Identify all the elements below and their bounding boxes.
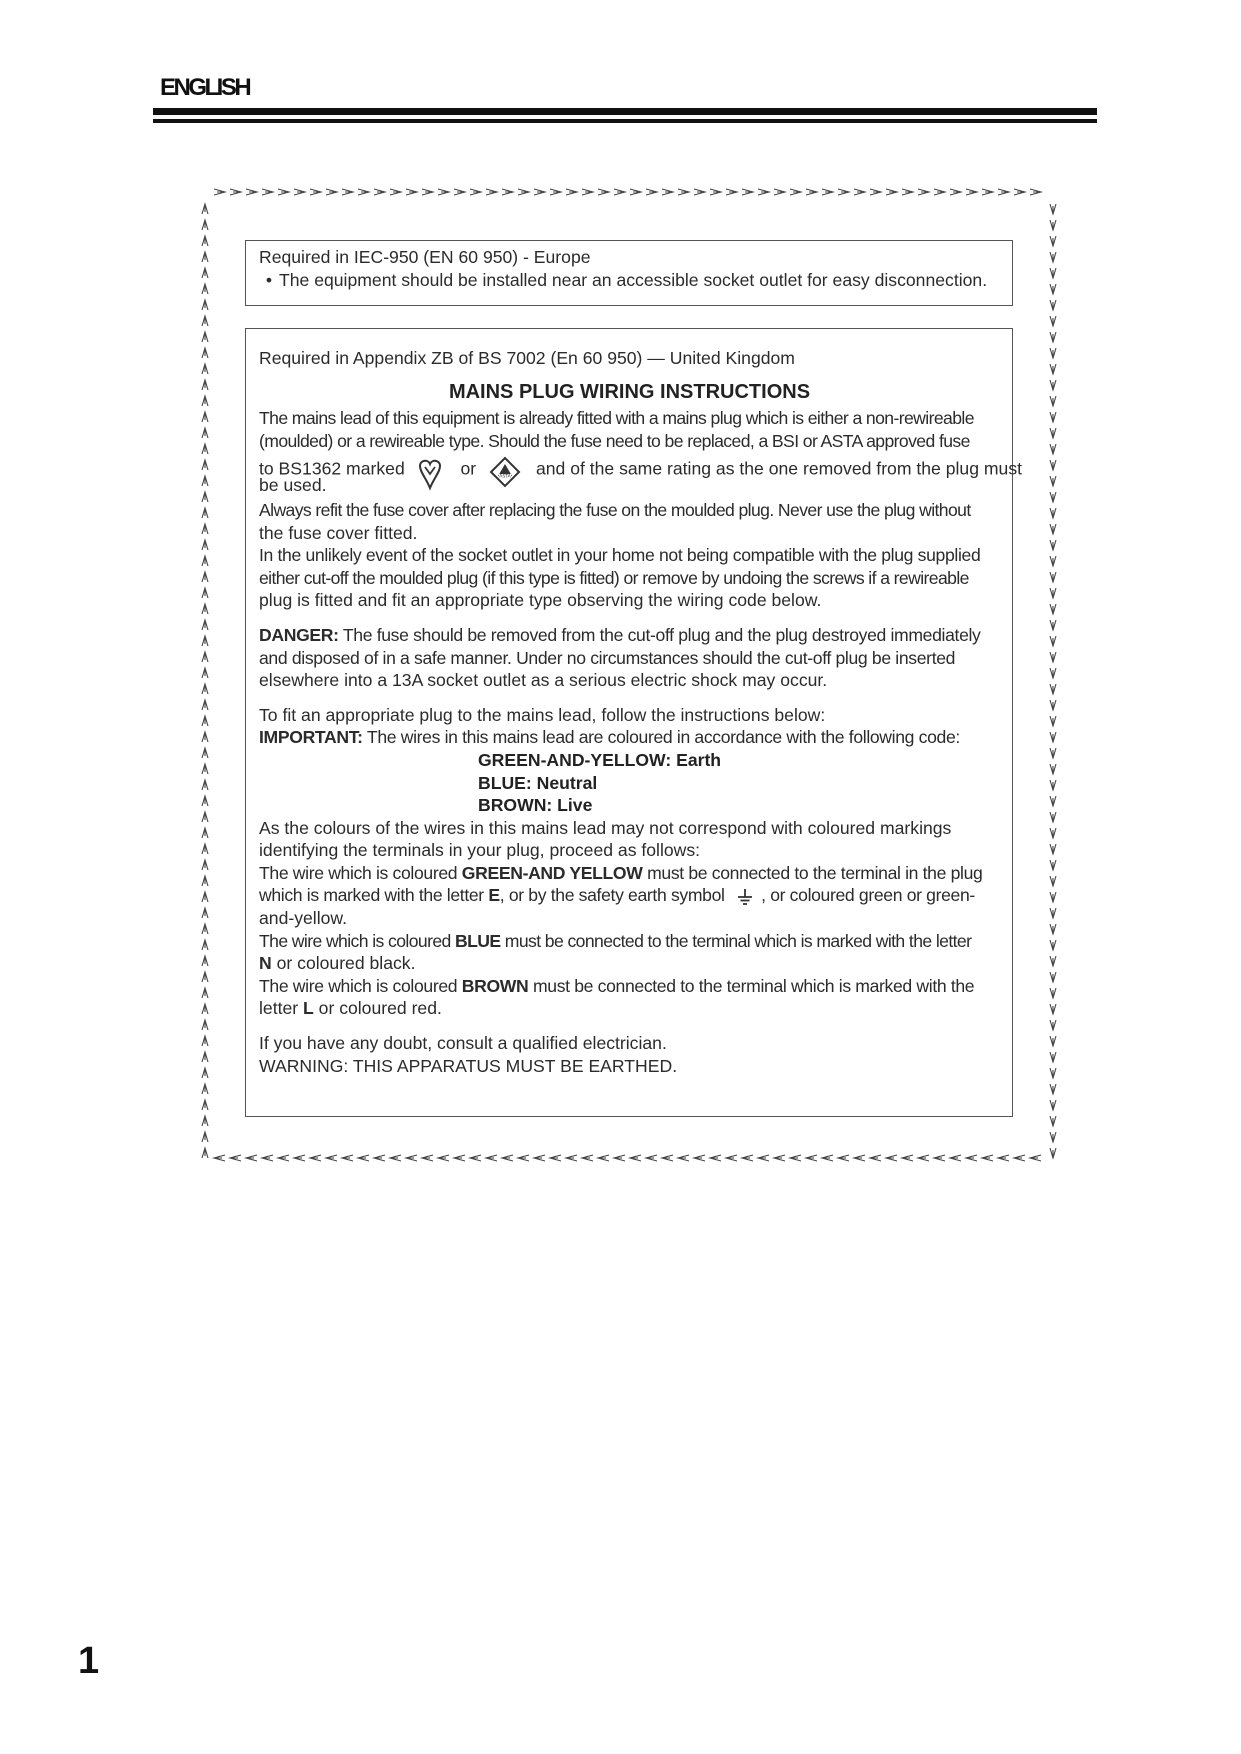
text-fragment: must be connected to the terminal which is marked with the bbox=[532, 975, 975, 996]
border-arrow-glyph bbox=[1050, 476, 1056, 486]
border-arrow-glyph bbox=[202, 556, 208, 566]
border-arrow-glyph bbox=[390, 1155, 401, 1161]
border-arrow-glyph bbox=[886, 1155, 897, 1161]
border-arrow-glyph bbox=[1050, 796, 1056, 806]
border-arrow-glyph bbox=[1050, 428, 1056, 438]
text-fragment: and of the same rating as the one removed from the plug must bbox=[535, 459, 1023, 480]
text-fragment: The fuse should be removed from the cut-off plug and the plug destroyed immediately bbox=[342, 624, 981, 645]
border-arrow-glyph bbox=[1050, 764, 1056, 774]
border-arrow-glyph bbox=[934, 1155, 945, 1161]
border-arrow-glyph bbox=[822, 189, 833, 195]
earthed-warning-line: WARNING: THIS APPARATUS MUST BE EARTHED. bbox=[259, 1055, 678, 1076]
border-arrow-glyph bbox=[1050, 1052, 1056, 1062]
border-arrow-glyph bbox=[662, 189, 673, 195]
earth-wire-line bbox=[259, 862, 1000, 885]
border-arrow-glyph bbox=[438, 189, 449, 195]
border-arrow-glyph bbox=[202, 636, 208, 646]
border-arrow-glyph bbox=[1050, 204, 1056, 214]
border-arrow-glyph bbox=[454, 189, 465, 195]
border-arrow-glyph bbox=[246, 1155, 257, 1161]
border-arrows-right bbox=[1050, 204, 1056, 1158]
border-arrow-glyph bbox=[982, 1155, 993, 1161]
text-fragment: The wires in this mains lead are coloured in accordance with the following code: bbox=[366, 727, 960, 748]
border-arrow-glyph bbox=[202, 332, 208, 342]
border-arrow-glyph bbox=[262, 1155, 273, 1161]
neutral-wire-line bbox=[259, 930, 1000, 953]
border-arrow-glyph bbox=[838, 189, 849, 195]
border-arrow-glyph bbox=[422, 1155, 433, 1161]
border-arrow-glyph bbox=[1050, 1004, 1056, 1014]
border-arrow-glyph bbox=[202, 348, 208, 358]
border-arrow-glyph bbox=[566, 1155, 577, 1161]
border-arrow-glyph bbox=[518, 1155, 529, 1161]
border-arrow-glyph bbox=[358, 189, 369, 195]
border-arrow-glyph bbox=[486, 189, 497, 195]
border-arrow-glyph bbox=[1050, 908, 1056, 918]
border-arrow-glyph bbox=[1050, 236, 1056, 246]
border-arrow-glyph bbox=[742, 189, 753, 195]
bullet-marker: • bbox=[265, 269, 273, 290]
border-arrow-glyph bbox=[202, 380, 208, 390]
border-arrow-glyph bbox=[278, 1155, 289, 1161]
border-arrow-glyph bbox=[854, 1155, 865, 1161]
neutral-letter: N bbox=[259, 953, 272, 974]
border-arrow-glyph bbox=[202, 684, 208, 694]
border-arrow-glyph bbox=[1050, 972, 1056, 982]
para-compat-line: either cut-off the moulded plug (if this type is fitted) or remove by undoing the screws if a rewireable bbox=[259, 567, 969, 588]
border-arrow-glyph bbox=[202, 508, 208, 518]
border-arrow-glyph bbox=[202, 860, 208, 870]
border-arrow-glyph bbox=[202, 1068, 208, 1078]
border-arrow-glyph bbox=[1050, 1036, 1056, 1046]
wire-code-earth: GREEN-AND-YELLOW: Earth bbox=[478, 749, 722, 770]
border-arrow-glyph bbox=[1050, 284, 1056, 294]
border-arrow-glyph bbox=[358, 1155, 369, 1161]
border-arrows-left bbox=[202, 204, 208, 1158]
border-arrow-glyph bbox=[1050, 748, 1056, 758]
live-wire-line bbox=[259, 997, 1000, 1020]
border-arrow-glyph bbox=[438, 1155, 449, 1161]
border-arrow-glyph bbox=[1050, 524, 1056, 534]
border-arrow-glyph bbox=[202, 988, 208, 998]
border-arrow-glyph bbox=[1050, 1084, 1056, 1094]
border-arrow-glyph bbox=[202, 1020, 208, 1030]
border-arrow-glyph bbox=[1050, 684, 1056, 694]
border-arrow-glyph bbox=[406, 189, 417, 195]
border-arrow-glyph bbox=[202, 220, 208, 230]
border-arrow-glyph bbox=[934, 189, 945, 195]
border-arrow-glyph bbox=[202, 524, 208, 534]
wire-code-live: BROWN: Live bbox=[478, 795, 593, 816]
border-arrow-glyph bbox=[1050, 396, 1056, 406]
border-arrow-glyph bbox=[202, 300, 208, 310]
border-arrow-glyph bbox=[202, 956, 208, 966]
border-arrow-glyph bbox=[202, 1004, 208, 1014]
border-arrow-glyph bbox=[918, 189, 929, 195]
text-fragment: The wire which is coloured bbox=[259, 862, 458, 883]
border-arrow-glyph bbox=[202, 1084, 208, 1094]
border-arrow-glyph bbox=[374, 189, 385, 195]
border-arrow-glyph bbox=[1050, 316, 1056, 326]
border-arrow-glyph bbox=[202, 204, 208, 214]
border-arrow-glyph bbox=[1050, 652, 1056, 662]
border-arrow-glyph bbox=[1050, 540, 1056, 550]
europe-bullet-text: The equipment should be installed near an accessible socket outlet for easy disconnection. bbox=[279, 269, 988, 290]
border-arrow-glyph bbox=[202, 1116, 208, 1126]
border-arrow-glyph bbox=[202, 1052, 208, 1062]
border-arrow-glyph bbox=[1050, 412, 1056, 422]
border-arrow-glyph bbox=[758, 189, 769, 195]
europe-requirement: Required in IEC-950 (EN 60 950) - Europe bbox=[259, 247, 591, 267]
border-arrow-glyph bbox=[202, 428, 208, 438]
border-arrow-glyph bbox=[630, 189, 641, 195]
border-arrow-glyph bbox=[202, 732, 208, 742]
border-arrow-glyph bbox=[262, 189, 273, 195]
border-arrow-glyph bbox=[966, 1155, 977, 1161]
border-arrow-glyph bbox=[518, 189, 529, 195]
bsi-kitemark-icon bbox=[416, 458, 444, 494]
border-arrow-glyph bbox=[886, 189, 897, 195]
border-arrow-glyph bbox=[1050, 668, 1056, 678]
border-arrow-glyph bbox=[294, 189, 305, 195]
border-arrow-glyph bbox=[806, 189, 817, 195]
border-arrow-glyph bbox=[1050, 508, 1056, 518]
border-arrow-glyph bbox=[1014, 189, 1025, 195]
border-arrow-glyph bbox=[1050, 572, 1056, 582]
earth-colour-label: GREEN-AND YELLOW bbox=[461, 862, 643, 883]
border-arrow-glyph bbox=[1050, 860, 1056, 870]
border-arrow-glyph bbox=[502, 189, 513, 195]
text-fragment: to BS1362 marked bbox=[259, 459, 405, 480]
border-arrow-glyph bbox=[1050, 444, 1056, 454]
page-number: 1 bbox=[78, 1640, 100, 1682]
text-fragment: must be connected to the terminal which is marked with the letter bbox=[504, 930, 972, 951]
border-arrow-glyph bbox=[342, 1155, 353, 1161]
border-arrow-glyph bbox=[202, 652, 208, 662]
border-arrow-glyph bbox=[502, 1155, 513, 1161]
text-fragment: The wire which is coloured bbox=[259, 975, 458, 996]
text-fragment: letter bbox=[259, 998, 299, 1019]
border-arrow-glyph bbox=[470, 1155, 481, 1161]
live-wire-line bbox=[259, 975, 1000, 998]
border-arrow-glyph bbox=[902, 189, 913, 195]
para-plug-line: The mains lead of this equipment is already fitted with a mains plug which is either a non-rewireable bbox=[259, 408, 974, 429]
para-compat-line: In the unlikely event of the socket outlet in your home not being compatible with the plug supplied bbox=[259, 545, 981, 566]
border-arrow-glyph bbox=[202, 316, 208, 326]
important-line bbox=[259, 726, 1000, 749]
border-arrow-glyph bbox=[202, 924, 208, 934]
border-arrow-glyph bbox=[1050, 700, 1056, 710]
header-rule-thin bbox=[153, 119, 1097, 123]
danger-label: DANGER: bbox=[259, 624, 339, 645]
text-fragment: or bbox=[460, 459, 477, 480]
border-arrow-glyph bbox=[202, 236, 208, 246]
border-arrow-glyph bbox=[1050, 828, 1056, 838]
text-fragment: , or coloured green or green- bbox=[761, 885, 975, 906]
text-fragment: , or by the safety earth symbol bbox=[499, 885, 725, 906]
border-arrow-glyph bbox=[486, 1155, 497, 1161]
border-arrow-glyph bbox=[406, 1155, 417, 1161]
para-fuse-cover-line: the fuse cover fitted. bbox=[259, 522, 418, 543]
border-arrow-glyph bbox=[582, 1155, 593, 1161]
border-arrow-glyph bbox=[202, 476, 208, 486]
border-arrow-glyph bbox=[1050, 620, 1056, 630]
border-arrow-glyph bbox=[202, 876, 208, 886]
border-arrow-glyph bbox=[982, 189, 993, 195]
border-arrow-glyph bbox=[1030, 189, 1041, 195]
border-arrow-glyph bbox=[1014, 1155, 1025, 1161]
wire-code-neutral: BLUE: Neutral bbox=[478, 772, 598, 793]
border-arrow-glyph bbox=[310, 1155, 321, 1161]
para-plug-line-marks bbox=[259, 452, 1023, 480]
border-arrow-glyph bbox=[1050, 780, 1056, 790]
earth-letter: E bbox=[488, 885, 500, 906]
border-arrow-glyph bbox=[998, 1155, 1009, 1161]
border-arrow-glyph bbox=[854, 189, 865, 195]
border-arrow-glyph bbox=[646, 1155, 657, 1161]
border-arrow-glyph bbox=[202, 412, 208, 422]
border-arrow-glyph bbox=[374, 1155, 385, 1161]
border-arrow-glyph bbox=[202, 764, 208, 774]
border-arrow-glyph bbox=[742, 1155, 753, 1161]
border-arrow-glyph bbox=[202, 892, 208, 902]
border-arrow-glyph bbox=[1050, 1020, 1056, 1030]
border-arrow-glyph bbox=[202, 668, 208, 678]
border-arrow-glyph bbox=[294, 1155, 305, 1161]
border-arrow-glyph bbox=[202, 460, 208, 470]
border-arrow-glyph bbox=[598, 189, 609, 195]
border-arrow-glyph bbox=[534, 189, 545, 195]
border-arrow-glyph bbox=[202, 620, 208, 630]
border-arrow-glyph bbox=[582, 189, 593, 195]
border-arrow-glyph bbox=[454, 1155, 465, 1161]
border-arrow-glyph bbox=[694, 1155, 705, 1161]
border-arrow-glyph bbox=[1050, 268, 1056, 278]
border-arrow-glyph bbox=[630, 1155, 641, 1161]
border-arrows-bottom bbox=[214, 1155, 1041, 1161]
border-arrow-glyph bbox=[1050, 348, 1056, 358]
border-arrow-glyph bbox=[774, 189, 785, 195]
border-arrow-glyph bbox=[1030, 1155, 1041, 1161]
border-arrow-glyph bbox=[1050, 332, 1056, 342]
border-arrow-glyph bbox=[1050, 220, 1056, 230]
border-arrow-glyph bbox=[202, 908, 208, 918]
colours-note-line: As the colours of the wires in this mains lead may not correspond with coloured markings bbox=[259, 817, 952, 838]
border-arrow-glyph bbox=[1050, 588, 1056, 598]
border-arrow-glyph bbox=[678, 189, 689, 195]
border-arrow-glyph bbox=[202, 572, 208, 582]
border-arrow-glyph bbox=[202, 844, 208, 854]
border-arrow-glyph bbox=[1050, 492, 1056, 502]
border-arrow-glyph bbox=[1050, 876, 1056, 886]
border-arrow-glyph bbox=[998, 189, 1009, 195]
border-arrow-glyph bbox=[1050, 732, 1056, 742]
live-letter: L bbox=[303, 998, 314, 1019]
border-arrow-glyph bbox=[758, 1155, 769, 1161]
border-arrow-glyph bbox=[202, 1148, 208, 1158]
colours-note-line: identifying the terminals in your plug, proceed as follows: bbox=[259, 840, 701, 861]
text-fragment: or coloured black. bbox=[276, 953, 416, 974]
border-arrow-glyph bbox=[202, 252, 208, 262]
border-arrow-glyph bbox=[950, 189, 961, 195]
border-arrow-glyph bbox=[1050, 812, 1056, 822]
border-arrow-glyph bbox=[646, 189, 657, 195]
para-compat-line: plug is fitted and fit an appropriate type observing the wiring code below. bbox=[259, 590, 822, 611]
danger-line: and disposed of in a safe manner. Under no circumstances should the cut-off plug be inserted bbox=[259, 647, 956, 668]
border-arrow-glyph bbox=[230, 1155, 241, 1161]
border-arrow-glyph bbox=[1050, 892, 1056, 902]
border-arrow-glyph bbox=[1050, 940, 1056, 950]
border-arrow-glyph bbox=[202, 284, 208, 294]
notice-box-europe bbox=[245, 240, 1013, 306]
asta-mark-icon bbox=[489, 456, 521, 488]
border-arrow-glyph bbox=[918, 1155, 929, 1161]
border-arrow-glyph bbox=[202, 812, 208, 822]
border-arrow-glyph bbox=[1050, 956, 1056, 966]
border-arrow-glyph bbox=[278, 189, 289, 195]
notice-box-uk bbox=[245, 328, 1023, 1117]
border-arrow-glyph bbox=[1050, 556, 1056, 566]
border-arrow-glyph bbox=[726, 1155, 737, 1161]
border-arrow-glyph bbox=[694, 189, 705, 195]
border-arrow-glyph bbox=[550, 189, 561, 195]
border-arrow-glyph bbox=[678, 1155, 689, 1161]
live-colour-label: BROWN bbox=[461, 975, 529, 996]
border-arrow-glyph bbox=[1050, 1068, 1056, 1078]
border-arrow-glyph bbox=[202, 780, 208, 790]
border-arrow-glyph bbox=[202, 828, 208, 838]
border-arrow-glyph bbox=[1050, 300, 1056, 310]
border-arrow-glyph bbox=[202, 940, 208, 950]
border-arrow-glyph bbox=[614, 189, 625, 195]
border-arrow-glyph bbox=[202, 716, 208, 726]
border-arrows-top bbox=[214, 189, 1041, 195]
border-arrow-glyph bbox=[550, 1155, 561, 1161]
border-arrow-glyph bbox=[614, 1155, 625, 1161]
border-arrow-glyph bbox=[806, 1155, 817, 1161]
border-arrow-glyph bbox=[1050, 988, 1056, 998]
border-arrow-glyph bbox=[710, 189, 721, 195]
neutral-colour-label: BLUE bbox=[455, 930, 501, 951]
neutral-wire-line bbox=[259, 952, 1000, 975]
text-fragment: or coloured red. bbox=[318, 998, 442, 1019]
border-arrow-glyph bbox=[214, 189, 225, 195]
earth-wire-line: and-yellow. bbox=[259, 908, 348, 929]
border-arrow-glyph bbox=[470, 189, 481, 195]
border-arrow-glyph bbox=[1050, 716, 1056, 726]
border-arrow-glyph bbox=[326, 189, 337, 195]
border-arrow-glyph bbox=[1050, 604, 1056, 614]
border-arrow-glyph bbox=[870, 1155, 881, 1161]
border-arrow-glyph bbox=[966, 189, 977, 195]
border-arrow-glyph bbox=[1050, 1116, 1056, 1126]
doubt-line: If you have any doubt, consult a qualified electrician. bbox=[259, 1033, 667, 1054]
border-arrow-glyph bbox=[202, 1036, 208, 1046]
text-fragment: The wire which is coloured bbox=[259, 930, 451, 951]
border-arrow-glyph bbox=[950, 1155, 961, 1161]
section-language-label: ENGLISH bbox=[160, 74, 250, 101]
border-arrow-glyph bbox=[534, 1155, 545, 1161]
text-fragment: must be connected to the terminal in the plug bbox=[647, 862, 983, 883]
border-arrow-glyph bbox=[1050, 380, 1056, 390]
danger-line: elsewhere into a 13A socket outlet as a serious electric shock may occur. bbox=[259, 670, 828, 691]
border-arrow-glyph bbox=[1050, 1100, 1056, 1110]
border-arrow-glyph bbox=[726, 189, 737, 195]
fit-plug-line: To fit an appropriate plug to the mains lead, follow the instructions below: bbox=[259, 704, 826, 725]
border-arrow-glyph bbox=[202, 604, 208, 614]
border-arrow-glyph bbox=[202, 1100, 208, 1110]
border-arrow-glyph bbox=[202, 396, 208, 406]
border-arrow-glyph bbox=[1050, 460, 1056, 470]
border-arrow-glyph bbox=[202, 748, 208, 758]
europe-bullet-item bbox=[259, 269, 998, 292]
border-arrow-glyph bbox=[1050, 844, 1056, 854]
border-arrow-glyph bbox=[202, 588, 208, 598]
border-arrow-glyph bbox=[202, 1132, 208, 1142]
border-arrow-glyph bbox=[214, 1155, 225, 1161]
border-arrow-glyph bbox=[790, 189, 801, 195]
border-arrow-glyph bbox=[202, 444, 208, 454]
uk-requirement: Required in Appendix ZB of BS 7002 (En 60 950) — United Kingdom bbox=[259, 348, 795, 368]
border-arrow-glyph bbox=[202, 796, 208, 806]
border-arrow-glyph bbox=[598, 1155, 609, 1161]
earth-wire-line bbox=[259, 884, 1000, 907]
border-arrow-glyph bbox=[342, 189, 353, 195]
safety-earth-symbol-icon bbox=[735, 888, 755, 906]
border-arrow-glyph bbox=[1050, 636, 1056, 646]
border-arrow-glyph bbox=[662, 1155, 673, 1161]
wiring-instructions-title: MAINS PLUG WIRING INSTRUCTIONS bbox=[448, 380, 811, 403]
border-arrow-glyph bbox=[870, 189, 881, 195]
border-arrow-glyph bbox=[326, 1155, 337, 1161]
svg-text:ASTA: ASTA bbox=[499, 474, 511, 480]
border-arrow-glyph bbox=[566, 189, 577, 195]
border-arrow-glyph bbox=[422, 189, 433, 195]
header-rule-thick bbox=[153, 108, 1097, 115]
para-plug-line: be used. bbox=[259, 475, 327, 496]
border-arrow-glyph bbox=[822, 1155, 833, 1161]
text-fragment: which is marked with the letter bbox=[259, 885, 484, 906]
border-arrow-glyph bbox=[790, 1155, 801, 1161]
border-arrow-glyph bbox=[202, 972, 208, 982]
border-arrow-glyph bbox=[202, 268, 208, 278]
border-arrow-glyph bbox=[710, 1155, 721, 1161]
para-fuse-cover-line: Always refit the fuse cover after replacing the fuse on the moulded plug. Never use the plug without bbox=[259, 499, 971, 520]
important-label: IMPORTANT: bbox=[259, 727, 363, 748]
border-arrow-glyph bbox=[1050, 364, 1056, 374]
border-arrow-glyph bbox=[902, 1155, 913, 1161]
border-arrow-glyph bbox=[202, 540, 208, 550]
border-arrow-glyph bbox=[1050, 1148, 1056, 1158]
border-arrow-glyph bbox=[246, 189, 257, 195]
border-arrow-glyph bbox=[390, 189, 401, 195]
border-arrow-glyph bbox=[1050, 924, 1056, 934]
border-arrow-glyph bbox=[774, 1155, 785, 1161]
border-arrow-glyph bbox=[230, 189, 241, 195]
border-arrow-glyph bbox=[1050, 1132, 1056, 1142]
danger-line bbox=[259, 624, 1000, 647]
border-arrow-glyph bbox=[1050, 252, 1056, 262]
border-arrow-glyph bbox=[202, 700, 208, 710]
border-arrow-glyph bbox=[202, 492, 208, 502]
border-arrow-glyph bbox=[310, 189, 321, 195]
para-plug-line: (moulded) or a rewireable type. Should the fuse need to be replaced, a BSI or ASTA approved fuse bbox=[259, 430, 970, 451]
border-arrow-glyph bbox=[202, 364, 208, 374]
border-arrow-glyph bbox=[838, 1155, 849, 1161]
